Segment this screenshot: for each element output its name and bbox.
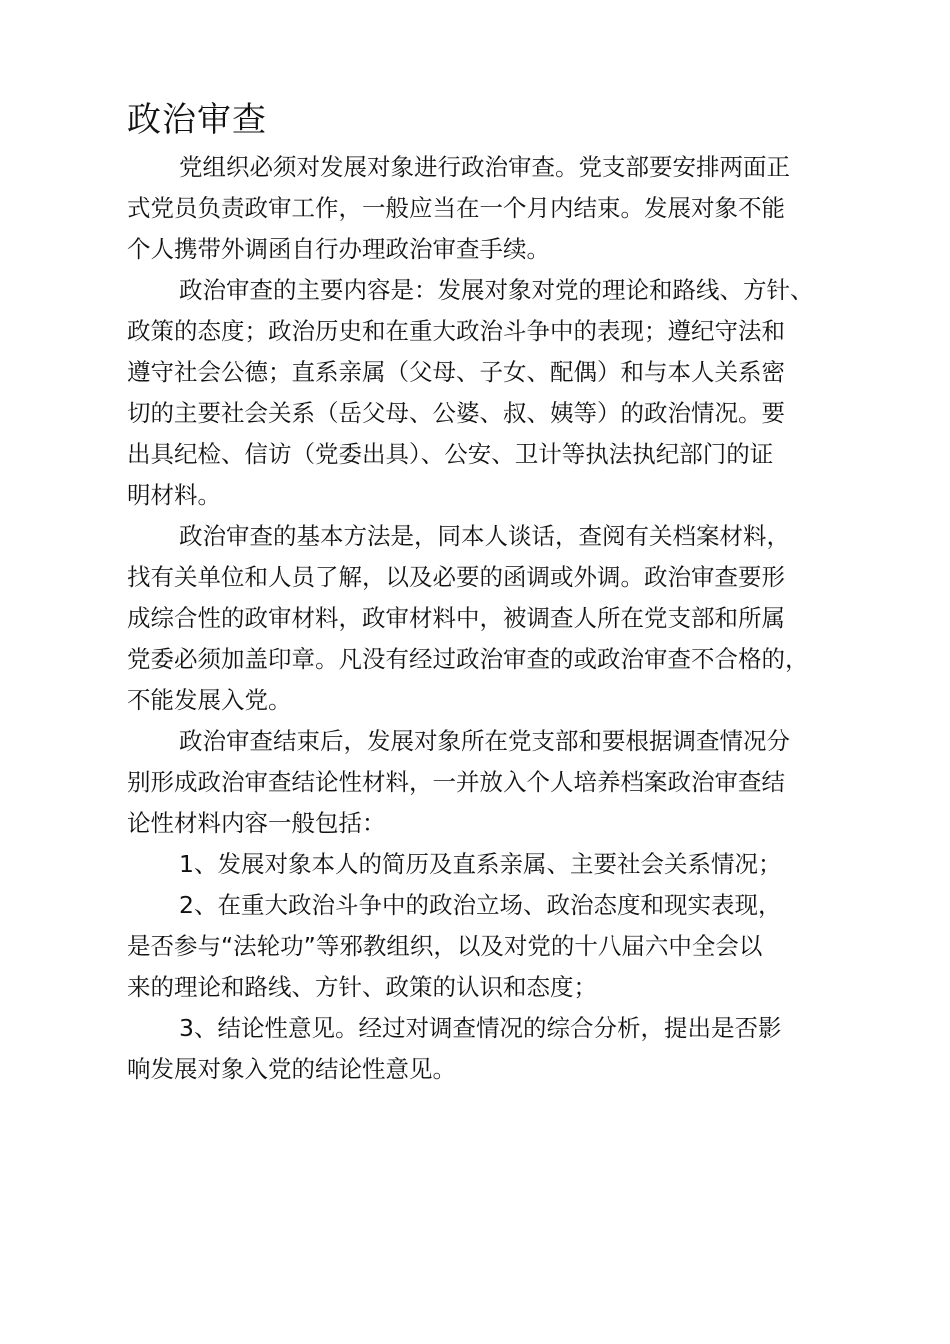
paragraph-line: 遵守社会公德；直系亲属（父母、子女、配偶）和与本人关系密 [127, 358, 785, 386]
paragraph [127, 270, 827, 516]
paragraph-line: 政治审查的主要内容是：发展对象对党的理论和路线、方针、 [179, 276, 814, 304]
paragraph-line: 响发展对象入党的结论性意见。 [127, 1055, 456, 1083]
paragraph-line: 党委必须加盖印章。凡没有经过政治审查的或政治审查不合格的， [127, 645, 809, 673]
paragraph-line: 政治审查的基本方法是，同本人谈话，查阅有关档案材料， [179, 522, 790, 550]
paragraph [127, 147, 827, 270]
paragraph-line: 3、结论性意见。经过对调查情况的综合分析，提出是否影 [179, 1014, 782, 1042]
list-item [127, 1008, 827, 1090]
page-title: 政治审查 [127, 100, 267, 140]
paragraph-line: 明材料。 [127, 481, 221, 509]
paragraph-line: 别形成政治审查结论性材料，一并放入个人培养档案政治审查结 [127, 768, 785, 796]
paragraph-line: 论性材料内容一般包括： [127, 809, 386, 837]
paragraph-line: 切的主要社会关系（岳父母、公婆、叔、姨等）的政治情况。要 [127, 399, 785, 427]
paragraph-line: 式党员负责政审工作，一般应当在一个月内结束。发展对象不能 [127, 194, 785, 222]
paragraph-line: 政策的态度；政治历史和在重大政治斗争中的表现；遵纪守法和 [127, 317, 785, 345]
paragraph [127, 516, 827, 721]
paragraph-line: 找有关单位和人员了解，以及必要的函调或外调。政治审查要形 [127, 563, 785, 591]
paragraph-line: 不能发展入党。 [127, 686, 292, 714]
paragraph-line: 政治审查结束后，发展对象所在党支部和要根据调查情况分 [179, 727, 790, 755]
document-body [127, 147, 827, 1090]
paragraph [127, 721, 827, 844]
paragraph-line: 出具纪检、信访（党委出具）、公安、卫计等执法执纪部门的证 [127, 440, 774, 468]
paragraph-line: 2、在重大政治斗争中的政治立场、政治态度和现实表现， [179, 891, 782, 919]
paragraph-line: 个人携带外调函自行办理政治审查手续。 [127, 235, 550, 263]
list-item [127, 844, 827, 885]
paragraph-line: 来的理论和路线、方针、政策的认识和态度； [127, 973, 597, 1001]
paragraph-line: 1、发展对象本人的简历及直系亲属、主要社会关系情况； [179, 850, 782, 878]
list-item [127, 885, 827, 1008]
paragraph-line: 成综合性的政审材料，政审材料中，被调查人所在党支部和所属 [127, 604, 785, 632]
paragraph-line: 党组织必须对发展对象进行政治审查。党支部要安排两面正 [179, 153, 790, 181]
paragraph-line: 是否参与“法轮功”等邪教组织，以及对党的十八届六中全会以 [127, 932, 763, 960]
